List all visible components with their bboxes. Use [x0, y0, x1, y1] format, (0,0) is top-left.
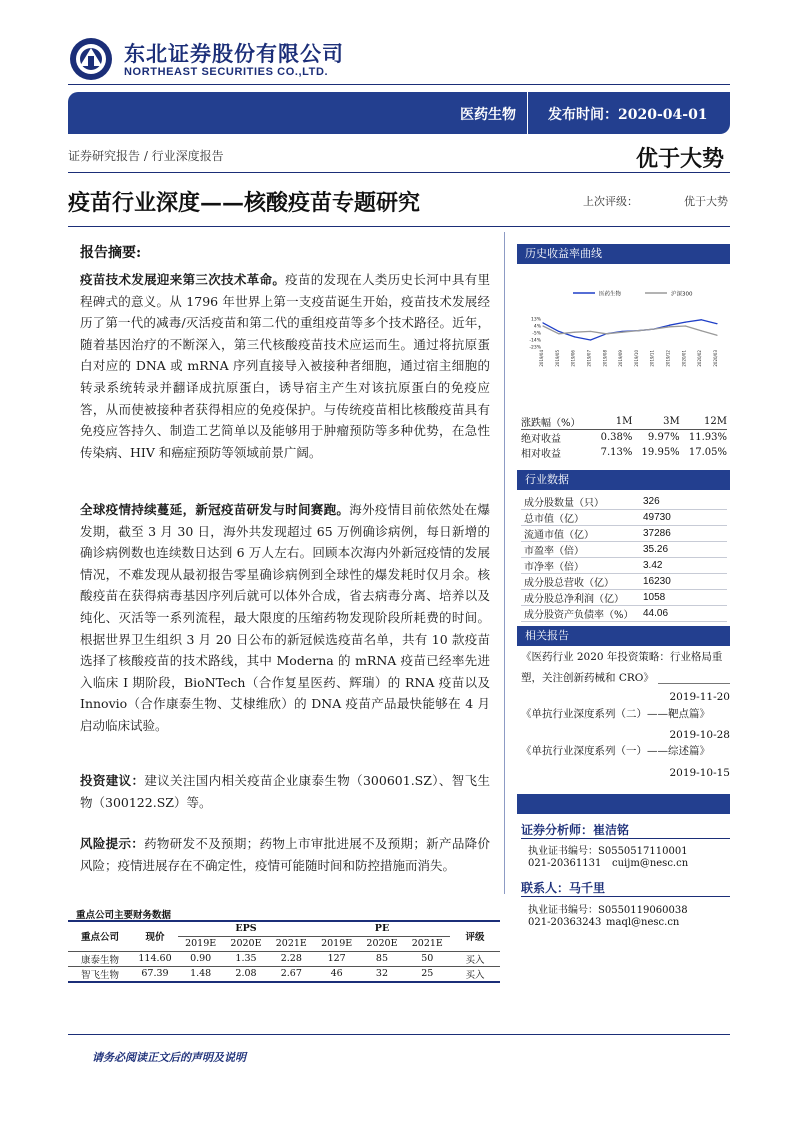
x-tick-label: 2020/03 — [713, 350, 718, 367]
contact-divider — [521, 896, 730, 897]
contact-phone: 021-20363243 — [528, 917, 602, 928]
data-point — [606, 333, 607, 334]
data-point — [669, 326, 670, 327]
label-cell: 成分股总净利润（亿） — [521, 590, 643, 606]
report-divider — [658, 683, 730, 684]
table-row — [68, 951, 500, 966]
pe-cell: 32 — [359, 966, 404, 982]
paragraph-lead: 投资建议： — [80, 773, 145, 788]
section-divider — [68, 172, 730, 173]
table-row — [521, 606, 727, 622]
year-cell: 2019E — [321, 938, 353, 949]
data-point — [716, 323, 717, 324]
paragraph-body: 药物研发不及预期；药物上市审批进展不及预期；新产品降价风险；疫情进展存在不确定性，疫情可能随时间和防控措施而消失。 — [80, 836, 490, 873]
table-row — [521, 590, 727, 606]
label-cell: 总市值（亿） — [521, 510, 643, 526]
eps-cell: 2.08 — [223, 966, 268, 982]
x-tick-label: 2019/08 — [602, 350, 608, 367]
report-title: 疫苗行业深度——核酸疫苗专题研究 — [68, 190, 421, 216]
year-cell: 2019E — [185, 938, 217, 949]
paragraph-body: 建议关注国内相关疫苗企业康泰生物（300601.SZ）、智飞生物（300122.SZ）等。 — [80, 773, 490, 810]
header-cell: 12M — [680, 414, 727, 430]
table-row — [521, 574, 727, 590]
table-row — [521, 558, 727, 574]
company-name-cn: 东北证券股份有限公司 — [124, 42, 344, 66]
year-cell: 2021E — [411, 938, 443, 949]
return-curve-chart — [517, 274, 730, 394]
data-point — [574, 332, 575, 333]
label-cell: 流通市值（亿） — [521, 526, 643, 542]
value-cell: 44.06 — [643, 606, 727, 622]
table-header-row — [521, 414, 727, 430]
header-cell: 涨跌幅（%） — [521, 414, 593, 430]
data-point — [685, 325, 686, 326]
column-divider — [504, 232, 505, 894]
label-cell: 市盈率（倍） — [521, 542, 643, 558]
industry-tag: 医药生物 — [426, 104, 516, 124]
pe-cell: 50 — [405, 951, 450, 966]
last-rating-label: 上次评级： — [583, 195, 638, 208]
pe-cell: 25 — [405, 966, 450, 982]
analyst-email-link[interactable]: cuijm@nesc.cn — [612, 858, 689, 869]
value-cell: 17.05% — [688, 447, 727, 458]
data-point — [653, 329, 654, 330]
data-point — [669, 325, 670, 326]
data-point — [637, 330, 638, 331]
x-tick-label: 2019/07 — [586, 350, 592, 367]
y-tick-label: 4% — [533, 324, 541, 330]
company-cell: 康泰生物 — [68, 951, 132, 966]
value-cell: 1058 — [643, 590, 727, 606]
publish-date: 发布时间：2020-04-01 — [548, 107, 708, 123]
data-point — [590, 331, 591, 332]
industry-data-table — [521, 494, 727, 622]
eps-cell: 0.90 — [178, 951, 223, 966]
chart-lines — [542, 319, 717, 340]
footer-divider — [68, 1034, 730, 1035]
paragraph-body: 海外疫情目前依然处在爆发期，截至 3 月 30 日，海外共发现超过 65 万例确诊病例，每日新增的确诊病例数也连续数日达到 6 万人左右。回顾本次海内外新冠疫情的发展情况，不难发现从最初报告零星确诊病例到全球性的爆发耗时仅月余。核酸疫苗在获得病毒基因序列后就可以体外合成，省去病毒分离、培养以及纯化、灭活等一系列流程，最大限度的压缩药物发现阶段所耗费的时间。根据世界卫生组织 3 月 20 日公布的新冠候选疫苗名单，共有 10 款疫苗选择了核酸疫苗的技术路线，其中 Moderna 的 mRNA 疫苗已经率先进入临床 I 期阶段，BioNTech（合作复星医药、辉瑞）的 RNA 疫苗以及 Innovio（合作康泰生物、艾棣维欣）的 DNA 疫苗产品最快能够在 4 月启动临床试验。 — [80, 502, 490, 733]
contact-email-link[interactable]: maql@nesc.cn — [606, 917, 680, 928]
label-cell: 绝对收益 — [521, 434, 561, 445]
rating-cell: 买入 — [450, 951, 500, 966]
year-cell: 2020E — [366, 938, 398, 949]
col-company: 重点公司 — [68, 921, 132, 951]
pe-cell: 46 — [314, 966, 359, 982]
title-divider — [68, 226, 730, 227]
financial-table-title: 重点公司主要财务数据 — [76, 910, 172, 921]
company-cell: 智飞生物 — [68, 966, 132, 982]
analyst-section-header — [517, 794, 730, 814]
last-rating-value: 优于大势 — [684, 195, 728, 208]
reports-section-header: 相关报告 — [517, 626, 730, 646]
value-cell: 16230 — [643, 574, 727, 590]
eps-cell: 2.28 — [269, 951, 314, 966]
header-cell: 1M — [593, 414, 632, 430]
summary-paragraph-epidemic — [80, 499, 490, 759]
price-cell: 114.60 — [132, 951, 178, 966]
x-tick-label: 2019/11 — [649, 350, 655, 367]
col-eps: EPS — [178, 921, 314, 936]
y-tick-label: -5% — [532, 331, 541, 337]
related-report-link[interactable]: 《单抗行业深度系列（一）——综述篇》 — [521, 745, 710, 757]
value-cell: 19.95% — [641, 447, 680, 458]
col-pe: PE — [314, 921, 450, 936]
header-cell: 3M — [632, 414, 679, 430]
summary-paragraph-risk — [80, 833, 490, 899]
data-point — [590, 339, 591, 340]
col-rating: 评级 — [450, 921, 500, 951]
chart-section-header: 历史收益率曲线 — [517, 244, 730, 264]
analyst-cert: 执业证书编号：S0550517110001 — [528, 846, 688, 857]
pe-cell: 127 — [314, 951, 359, 966]
chart-legend — [573, 290, 693, 298]
footer-disclaimer: 请务必阅读正文后的声明及说明 — [92, 1051, 246, 1064]
data-point — [621, 332, 622, 333]
label-cell: 成分股资产负债率（%） — [521, 606, 643, 622]
report-date: 2019-10-28 — [669, 729, 730, 741]
paragraph-lead: 疫苗技术发展迎来第三次技术革命。 — [80, 272, 286, 287]
report-date: 2019-11-20 — [669, 691, 730, 703]
x-tick-label: 2019/09 — [618, 350, 624, 367]
legend-label: 医药生物 — [599, 291, 622, 298]
summary-heading: 报告摘要: — [80, 245, 142, 261]
value-cell: 9.97% — [647, 432, 680, 443]
value-cell: 11.93% — [688, 432, 727, 443]
x-tick-label: 2019/12 — [665, 350, 671, 367]
price-cell: 67.39 — [132, 966, 178, 982]
pe-cell: 85 — [359, 951, 404, 966]
value-cell: 35.26 — [643, 542, 727, 558]
report-date: 2019-10-15 — [669, 767, 730, 779]
table-row — [521, 494, 727, 510]
industry-section-header: 行业数据 — [517, 470, 730, 490]
series-line-医药生物 — [543, 320, 717, 340]
header-divider — [68, 84, 730, 85]
table-row — [521, 526, 727, 542]
year-cell: 2021E — [275, 938, 307, 949]
value-cell: 326 — [643, 494, 727, 510]
value-cell: 7.13% — [600, 447, 633, 458]
x-tick-label: 2020/02 — [697, 350, 703, 367]
year-cell: 2020E — [230, 938, 262, 949]
contact-name: 联系人：马千里 — [521, 881, 606, 895]
col-price: 现价 — [132, 921, 178, 951]
data-point — [685, 322, 686, 323]
x-tick-label: 2020/01 — [681, 350, 687, 367]
paragraph-body: 疫苗的发现在人类历史长河中具有里程碑式的意义。从 1796 年世界上第一支疫苗诞生开始，疫苗技术发展经历了第一代的减毒/灭活疫苗和第二代的重组疫苗等多个技术路径。近年，随着基因治疗的不断深入，第三代核酸疫苗技术应运而生。通过将抗原蛋白对应的 DNA 或 mRNA 序列直接导入被接种者细胞，通过宿主细胞的转录系统转录并翻译成抗原蛋白，诱导宿主产生对该抗原蛋白的免疫应答，从而使被接种者获得相应的免疫保护。与传统疫苗相比核酸疫苗具有免疫应答持久、制造工艺简单以及能够用于肿瘤预防等多种优势，在急性传染病、HIV 和癌症预防等领域前景广阔。 — [80, 272, 490, 460]
rating-badge: 优于大势 — [636, 146, 725, 172]
data-point — [701, 330, 702, 331]
eps-cell: 1.48 — [178, 966, 223, 982]
company-name-en: NORTHEAST SECURITIES CO.,LTD. — [124, 66, 329, 78]
table-row — [521, 542, 727, 558]
data-point — [542, 322, 543, 323]
table-row — [68, 966, 500, 982]
x-tick-label: 2019/05 — [554, 350, 560, 367]
data-point — [574, 336, 575, 337]
x-tick-label: 2019/06 — [570, 350, 576, 367]
analyst-phone: 021-20361131 — [528, 858, 602, 869]
performance-table — [521, 414, 727, 460]
label-cell: 相对收益 — [521, 449, 561, 460]
legend-label: 沪深300 — [671, 291, 693, 298]
related-report-link[interactable]: 《单抗行业深度系列（二）——靶点篇》 — [521, 708, 710, 720]
value-cell: 37286 — [643, 526, 727, 542]
report-type: 证券研究报告 / 行业深度报告 — [68, 149, 224, 163]
data-point — [716, 335, 717, 336]
y-tick-label: -14% — [529, 338, 541, 344]
related-report-link[interactable]: 《医药行业 2020 年投资策略：行业格局重塑，关注创新药械和 CRO》 — [521, 651, 723, 684]
value-cell: 0.38% — [600, 432, 633, 443]
paragraph-lead: 风险提示： — [80, 836, 145, 851]
y-tick-label: -23% — [529, 345, 541, 351]
financial-table — [68, 920, 500, 983]
data-point — [558, 331, 559, 332]
table-row — [521, 510, 727, 526]
eps-cell: 1.35 — [223, 951, 268, 966]
summary-paragraph-investment — [80, 770, 490, 816]
x-tick-label: 2019/04 — [539, 350, 544, 367]
x-tick-label: 2019/10 — [633, 350, 639, 367]
label-cell: 市净率（倍） — [521, 558, 643, 574]
contact-cert: 执业证书编号：S0550119060038 — [528, 905, 688, 916]
table-row — [521, 430, 727, 446]
label-cell: 成分股总营收（亿） — [521, 574, 643, 590]
table-header-row — [68, 921, 500, 936]
table-row — [521, 445, 727, 460]
paragraph-lead: 全球疫情持续蔓延，新冠疫苗研发与时间赛跑。 — [80, 502, 350, 517]
data-point — [701, 319, 702, 320]
summary-paragraph-tech — [80, 269, 490, 485]
value-cell: 49730 — [643, 510, 727, 526]
chart-axes — [529, 317, 718, 367]
y-tick-label: 13% — [530, 317, 541, 323]
label-cell: 成分股数量（只） — [521, 494, 643, 510]
value-cell: 3.42 — [643, 558, 727, 574]
rating-cell: 买入 — [450, 966, 500, 982]
company-logo-icon — [68, 36, 114, 82]
analyst-divider — [521, 838, 730, 839]
data-point — [558, 333, 559, 334]
eps-cell: 2.67 — [269, 966, 314, 982]
analyst-name: 证券分析师：崔洁铭 — [521, 823, 630, 837]
data-point — [542, 325, 543, 326]
